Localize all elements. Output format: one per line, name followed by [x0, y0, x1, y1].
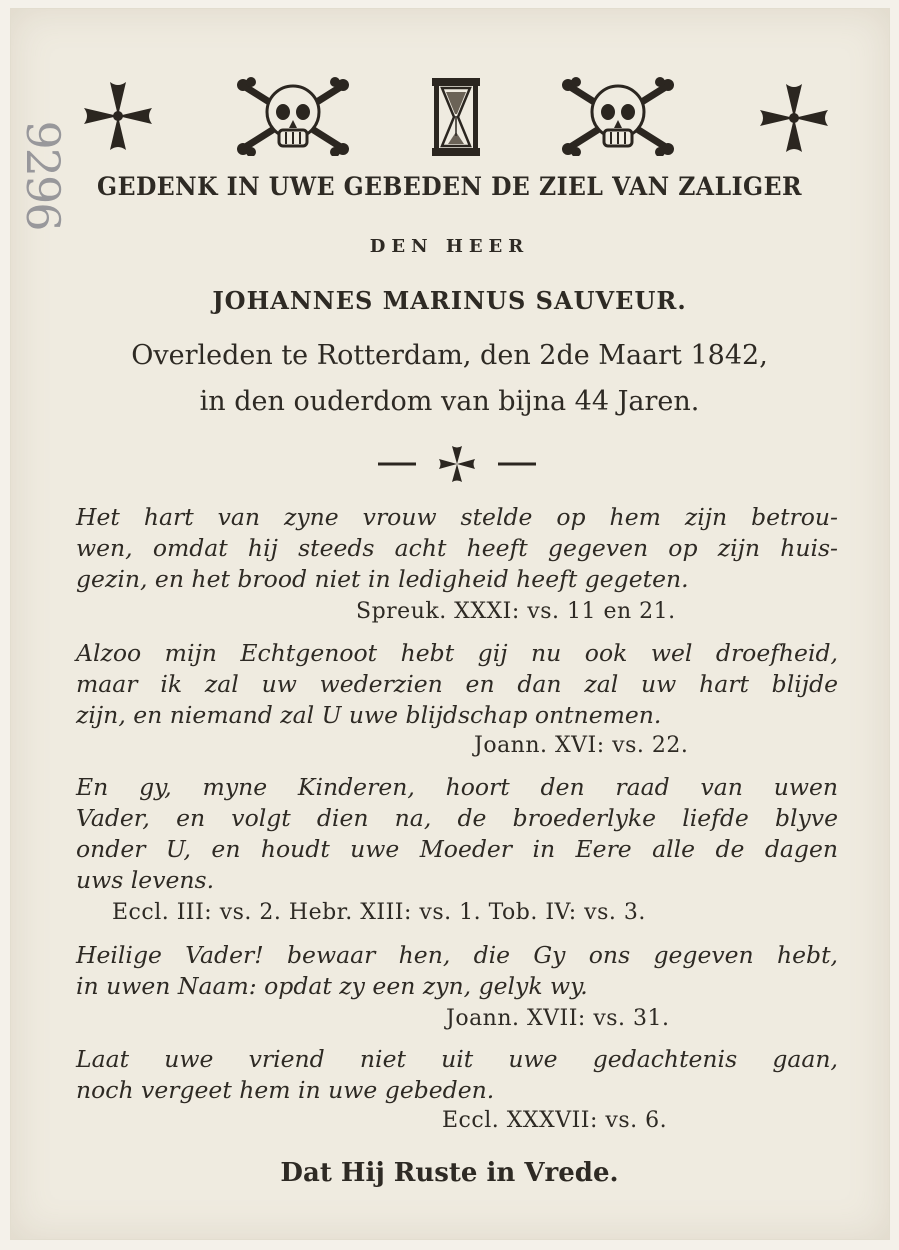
- verse-line: Vader, en volgt dien na, de broederlyke liefde blyve: [76, 804, 838, 832]
- scripture-reference: Joann. XVI: vs. 22.: [474, 733, 689, 758]
- verse-line: Alzoo mijn Echtgenoot hebt gij nu ook wel droefheid,: [76, 639, 838, 667]
- verse-3: [76, 772, 838, 896]
- cross-pattee-icon: [758, 82, 830, 154]
- ornament-row: [78, 76, 833, 160]
- skull-crossbones-icon: [558, 76, 678, 156]
- skull-crossbones-icon: [233, 76, 353, 156]
- verse-line: zijn, en niemand zal U uwe blijdschap ontnemen.: [76, 701, 662, 729]
- verse-line: gezin, en het brood niet in ledigheid heeft gegeten.: [76, 565, 689, 593]
- verse-line: Het hart van zyne vrouw stelde op hem zijn betrou-: [76, 503, 838, 531]
- verse-line: maar ik zal uw wederzien en dan zal uw hart blijde: [76, 670, 838, 698]
- verse-line: in uwen Naam: opdat zy een zyn, gelyk wy.: [76, 972, 588, 1000]
- scripture-reference: Eccl. XXXVII: vs. 6.: [442, 1108, 668, 1133]
- handwritten-catalog-number: 9296: [16, 120, 70, 230]
- verse-5: [76, 1044, 838, 1106]
- scripture-reference: Joann. XVII: vs. 31.: [446, 1006, 670, 1031]
- verse-line: En gy, myne Kinderen, hoort den raad van uwen: [76, 773, 838, 801]
- verse-line: wen, omdat hij steeds acht heeft gegeven op zijn huis-: [76, 534, 838, 562]
- scripture-reference: Eccl. III: vs. 2. Hebr. XIII: vs. 1. Tob. IV: vs. 3.: [112, 900, 646, 925]
- death-line: Overleden te Rotterdam, den 2de Maart 1842,: [131, 340, 768, 371]
- verse-2: [76, 638, 838, 731]
- closing-line: Dat Hij Ruste in Vrede.: [280, 1158, 619, 1188]
- verse-line: uws levens.: [76, 866, 215, 894]
- cross-pattee-icon: [82, 80, 154, 152]
- age-line: in den ouderdom van bijna 44 Jaren.: [199, 386, 700, 417]
- deceased-name: JOHANNES MARINUS SAUVEUR.: [212, 286, 687, 315]
- header-text: GEDENK IN UWE GEBEDEN DE ZIEL VAN ZALIGER: [97, 172, 802, 201]
- honorific: DEN HEER: [369, 236, 530, 257]
- verse-1: [76, 502, 838, 595]
- verse-line: onder U, en houdt uwe Moeder in Eere alle de dagen: [76, 835, 838, 863]
- verse-line: Heilige Vader! bewaar hen, die Gy ons gegeven hebt,: [76, 941, 838, 969]
- cross-divider-icon: [372, 444, 542, 484]
- verse-line: Laat uwe vriend niet uit uwe gedachtenis gaan,: [76, 1045, 838, 1073]
- verse-line: noch vergeet hem in uwe gebeden.: [76, 1076, 495, 1104]
- verse-4: [76, 940, 838, 1002]
- hourglass-icon: [430, 76, 482, 158]
- scripture-reference: Spreuk. XXXI: vs. 11 en 21.: [356, 599, 676, 624]
